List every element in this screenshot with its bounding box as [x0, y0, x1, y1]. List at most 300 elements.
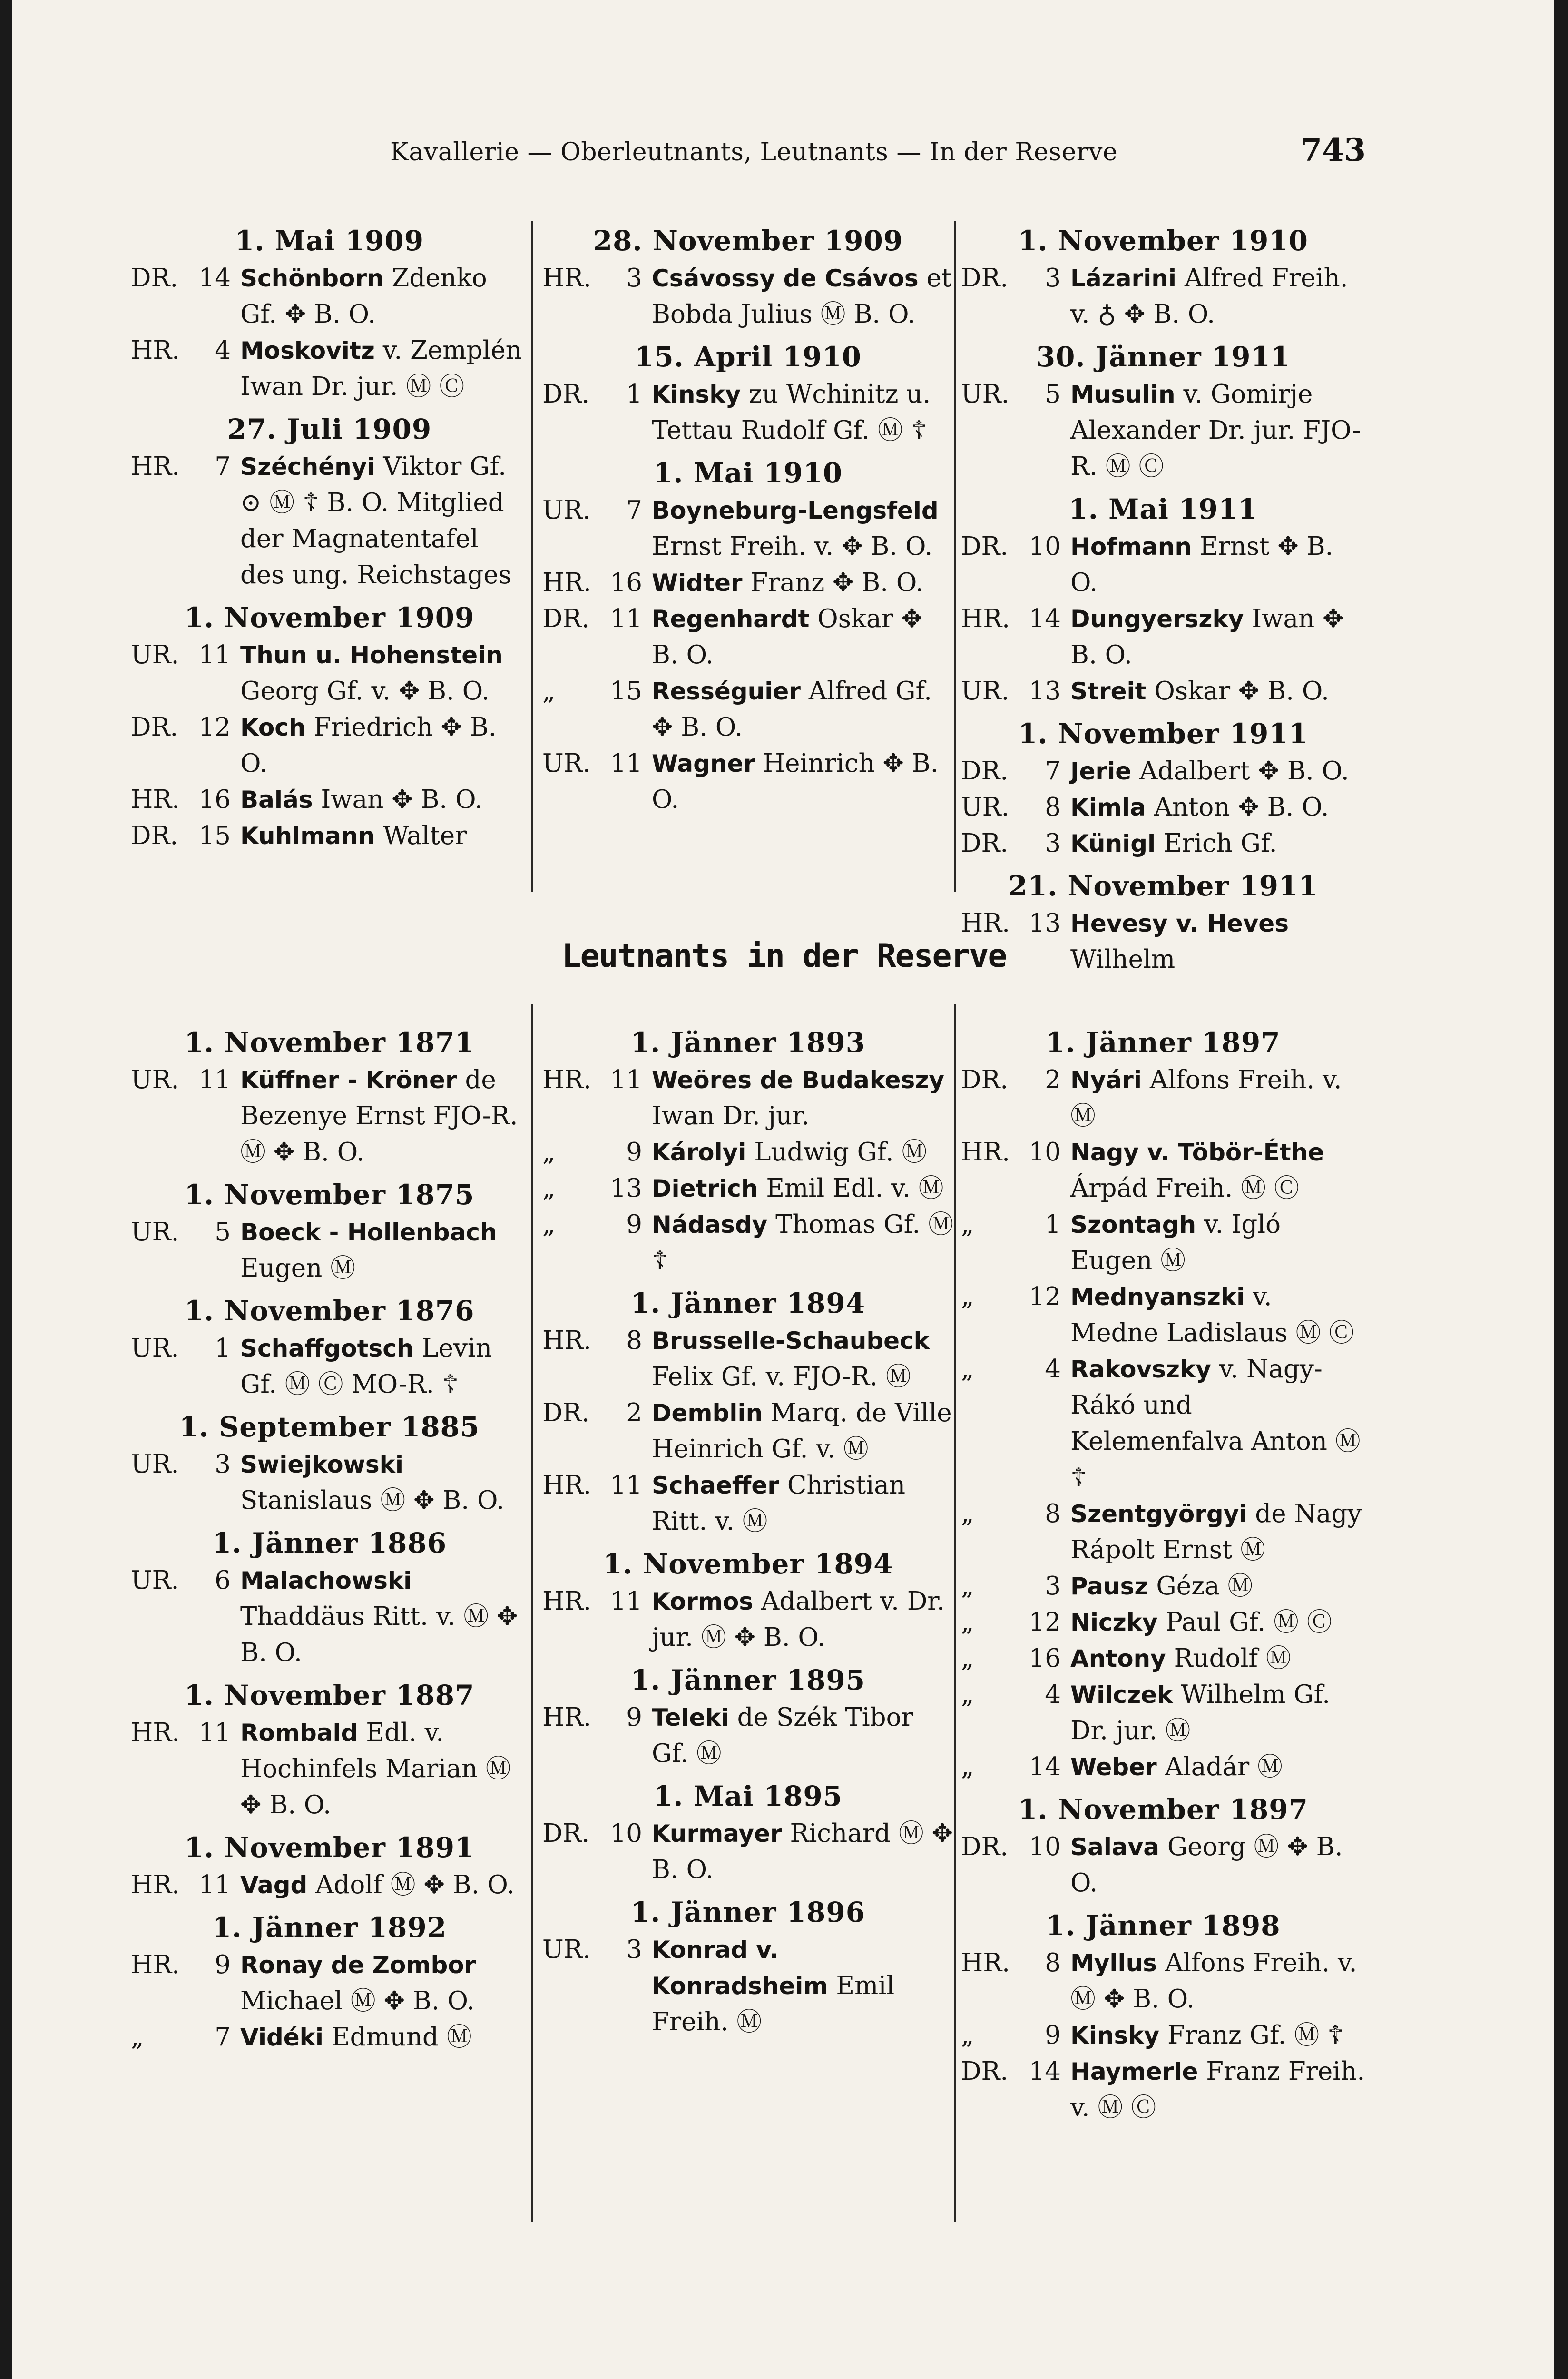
roster-entry	[961, 753, 1365, 789]
regiment-number: 3	[1045, 264, 1061, 293]
officer-details: Anton ✥ B. O.	[1146, 793, 1329, 822]
officer-surname: Hevesy v. Heves	[1070, 910, 1289, 937]
regiment-type: „	[542, 677, 556, 706]
regiment-number: 16	[1029, 1644, 1061, 1673]
regiment-number: 8	[1045, 1948, 1061, 1977]
officer-details: Alfons Freih. v. Ⓜ	[1070, 1065, 1342, 1131]
regiment-type: DR.	[961, 532, 1009, 561]
date-heading: 1. November 1871	[184, 1026, 475, 1059]
regiment-number: 10	[1029, 1832, 1061, 1861]
roster-entry	[131, 1867, 528, 1903]
regiment-type: DR.	[542, 1398, 590, 1427]
date-heading: 1. November 1875	[184, 1179, 475, 1211]
regiment-type: HR.	[131, 452, 180, 481]
officer-details: Iwan ✥ B. O.	[1070, 604, 1344, 669]
regiment-type: UR.	[961, 677, 1009, 706]
roster-entry	[961, 1207, 1365, 1279]
regiment-number: 7	[215, 452, 231, 481]
roster-entry	[961, 1945, 1365, 2017]
officer-surname: Pausz	[1070, 1573, 1148, 1600]
regiment-number: 14	[1029, 1752, 1061, 1781]
roster-entry	[961, 1568, 1365, 1604]
roster-entry	[542, 1134, 954, 1170]
roster-entry	[542, 1170, 954, 1207]
date-heading: 1. Jänner 1893	[630, 1026, 866, 1059]
officer-details: zu Wchinitz u. Tettau Rudolf Gf. Ⓜ ☦	[652, 380, 931, 445]
page-number: 743	[1300, 131, 1366, 168]
bottom-column-b	[542, 1023, 954, 2040]
officer-details: Oskar ✥ B. O.	[652, 604, 923, 669]
regiment-number: 2	[1045, 1065, 1061, 1094]
regiment-type: DR.	[131, 821, 178, 850]
officer-details: v. Zemplén Iwan Dr. jur. Ⓜ Ⓒ	[240, 336, 522, 401]
regiment-type: UR.	[131, 1218, 179, 1247]
officer-details: Walter	[375, 821, 467, 850]
officer-surname: Moskovitz	[240, 337, 375, 364]
officer-surname: Niczky	[1070, 1609, 1158, 1636]
officer-surname: Szentgyörgyi	[1070, 1500, 1247, 1528]
officer-details: Eugen Ⓜ	[240, 1254, 356, 1283]
officer-details: v. Medne Ladislaus Ⓜ Ⓒ	[1070, 1282, 1354, 1347]
date-heading: 1. November 1897	[1018, 1793, 1309, 1826]
officer-details: Friedrich ✥ B. O.	[240, 713, 497, 778]
officer-details: de Szék Tibor Gf. Ⓜ	[652, 1703, 913, 1768]
officer-surname: Konrad v. Konradsheim	[652, 1936, 828, 2000]
roster-entry	[961, 260, 1365, 333]
regiment-number: 10	[610, 1819, 642, 1848]
regiment-number: 3	[1045, 829, 1061, 858]
roster-entry	[542, 1467, 954, 1540]
officer-surname: Nagy v. Töbör-Éthe	[1070, 1139, 1324, 1166]
top-column-a	[131, 221, 528, 854]
regiment-number: 15	[198, 821, 231, 850]
date-heading: 30. Jänner 1911	[1036, 341, 1291, 373]
officer-surname: Szontagh	[1070, 1211, 1196, 1239]
regiment-type: DR.	[961, 829, 1009, 858]
regiment-type: HR.	[542, 264, 591, 293]
officer-details: Géza Ⓜ	[1148, 1572, 1253, 1601]
regiment-type: HR.	[961, 909, 1010, 938]
officer-details: Alfred Gf. ✥ B. O.	[652, 677, 932, 742]
roster-entry	[542, 1062, 954, 1134]
officer-details: Rudolf Ⓜ	[1166, 1644, 1291, 1673]
regiment-number: 5	[215, 1218, 231, 1247]
officer-details: Marq. de Ville Heinrich Gf. v. Ⓜ	[652, 1398, 952, 1464]
regiment-type: UR.	[131, 640, 179, 669]
officer-surname: Kinsky	[1070, 2022, 1160, 2049]
regiment-number: 16	[610, 568, 642, 597]
officer-surname: Koch	[240, 714, 306, 741]
officer-surname: Widter	[652, 569, 743, 597]
officer-details: Levin Gf. Ⓜ Ⓒ MO-R. ☦	[240, 1334, 492, 1399]
regiment-type: HR.	[542, 568, 591, 597]
regiment-number: 9	[215, 1950, 231, 1979]
regiment-type: DR.	[961, 1065, 1009, 1094]
regiment-number: 11	[610, 604, 642, 633]
officer-surname: Teleki	[652, 1704, 729, 1731]
regiment-number: 11	[610, 1471, 642, 1500]
regiment-number: 8	[626, 1326, 642, 1355]
regiment-number: 7	[1045, 757, 1061, 786]
officer-details: Ernst Freih. v. ✥ B. O.	[652, 532, 933, 561]
officer-details: Aladár Ⓜ	[1156, 1752, 1283, 1781]
officer-surname: Schönborn	[240, 265, 384, 292]
date-heading: 1. November 1887	[184, 1679, 475, 1711]
regiment-type: HR.	[542, 1471, 591, 1500]
regiment-number: 2	[626, 1398, 642, 1427]
top-column-c	[961, 221, 1365, 978]
regiment-number: 11	[198, 1718, 231, 1747]
date-heading: 1. November 1911	[1018, 718, 1309, 750]
officer-details: Georg Ⓜ ✥ B. O.	[1070, 1832, 1343, 1897]
bottom-column-c	[961, 1023, 1365, 2126]
officer-details: Alfred Freih. v. ♁ ✥ B. O.	[1070, 264, 1348, 329]
roster-entry	[961, 529, 1365, 601]
roster-entry	[961, 1279, 1365, 1351]
column-rule	[954, 1004, 956, 2222]
regiment-type: „	[961, 1644, 974, 1673]
regiment-type: „	[961, 2021, 974, 2050]
officer-surname: Mednyanszki	[1070, 1283, 1245, 1311]
regiment-number: 3	[626, 264, 642, 293]
regiment-type: HR.	[131, 1870, 180, 1899]
officer-surname: Küffner - Kröner	[240, 1066, 457, 1094]
officer-surname: Vidéki	[240, 2024, 324, 2051]
officer-surname: Kormos	[652, 1588, 754, 1615]
officer-details: Richard Ⓜ ✥ B. O.	[652, 1819, 953, 1884]
regiment-number: 9	[626, 1210, 642, 1239]
regiment-number: 9	[626, 1138, 642, 1167]
roster-entry	[131, 2019, 528, 2055]
officer-details: Heinrich ✥ B. O.	[652, 749, 939, 814]
regiment-type: DR.	[542, 380, 590, 409]
roster-entry	[131, 1330, 528, 1403]
regiment-type: HR.	[131, 785, 180, 814]
date-heading: 1. Mai 1911	[1068, 493, 1258, 525]
regiment-number: 14	[1029, 604, 1061, 633]
officer-details: Iwan Dr. jur.	[652, 1101, 810, 1131]
officer-surname: Dungyerszky	[1070, 605, 1244, 633]
regiment-number: 16	[198, 785, 231, 814]
officer-details: Franz Freih. v. Ⓜ Ⓒ	[1070, 2057, 1365, 2122]
officer-surname: Kinsky	[652, 381, 741, 408]
officer-surname: Vagd	[240, 1871, 308, 1899]
date-heading: 28. November 1909	[593, 225, 903, 257]
roster-entry	[131, 1446, 528, 1519]
roster-entry	[542, 376, 954, 449]
officer-surname: Haymerle	[1070, 2058, 1198, 2085]
officer-surname: Malachowski	[240, 1567, 412, 1594]
regiment-type: „	[961, 1680, 974, 1709]
officer-surname: Csávossy de Csávos	[652, 265, 919, 292]
regiment-type: HR.	[131, 1718, 180, 1747]
officer-details: v. Nagy-Rákó und Kelemenfalva Anton Ⓜ ☦	[1070, 1355, 1361, 1492]
date-heading: 1. November 1909	[184, 601, 475, 634]
officer-surname: Széchényi	[240, 453, 375, 481]
regiment-type: HR.	[131, 336, 180, 365]
roster-entry	[131, 782, 528, 818]
roster-entry	[961, 1829, 1365, 1901]
officer-details: Adalbert v. Dr. jur. Ⓜ ✥ B. O.	[652, 1587, 945, 1652]
roster-entry	[542, 492, 954, 565]
officer-surname: Dietrich	[652, 1175, 758, 1202]
officer-surname: Regenhardt	[652, 605, 810, 633]
officer-details: Oskar ✥ B. O.	[1146, 677, 1330, 706]
roster-entry	[542, 1932, 954, 2040]
section-title: Leutnants in der Reserve	[561, 937, 1007, 975]
officer-details: Iwan ✥ B. O.	[313, 785, 483, 814]
roster-entry	[542, 673, 954, 746]
roster-entry	[961, 673, 1365, 709]
officer-details: Thaddäus Ritt. v. Ⓜ ✥ B. O.	[240, 1602, 518, 1667]
regiment-type: „	[542, 1210, 556, 1239]
regiment-type: HR.	[961, 604, 1010, 633]
regiment-number: 4	[1045, 1680, 1061, 1709]
regiment-number: 1	[1045, 1210, 1061, 1239]
officer-details: Franz Gf. Ⓜ ☦	[1159, 2021, 1344, 2050]
date-heading: 1. Jänner 1886	[212, 1527, 447, 1559]
regiment-type: DR.	[542, 1819, 590, 1848]
roster-entry	[131, 709, 528, 782]
regiment-type: UR.	[961, 793, 1009, 822]
regiment-type: HR.	[961, 1138, 1010, 1167]
officer-surname: Ronay de Zombor	[240, 1951, 476, 1979]
regiment-number: 11	[610, 1587, 642, 1616]
officer-surname: Boeck - Hollenbach	[240, 1219, 497, 1246]
roster-entry	[961, 601, 1365, 673]
officer-surname: Hofmann	[1070, 533, 1192, 560]
date-heading: 21. November 1911	[1008, 870, 1318, 902]
regiment-number: 15	[610, 677, 642, 706]
date-heading: 1. November 1894	[603, 1548, 893, 1580]
officer-details: Thomas Gf. Ⓜ ☦	[652, 1210, 954, 1275]
officer-details: Georg Gf. v. ✥ B. O.	[240, 677, 490, 706]
roster-entry	[131, 1715, 528, 1823]
regiment-type: HR.	[961, 1948, 1010, 1977]
officer-details: Franz ✥ B. O.	[742, 568, 924, 597]
regiment-number: 13	[1029, 677, 1061, 706]
regiment-number: 11	[198, 1870, 231, 1899]
regiment-type: UR.	[542, 749, 591, 778]
top-column-b	[542, 221, 954, 818]
officer-surname: Rakovszky	[1070, 1356, 1211, 1383]
regiment-number: 12	[198, 713, 231, 742]
officer-surname: Jerie	[1070, 757, 1132, 785]
regiment-number: 3	[626, 1935, 642, 1964]
roster-entry	[961, 2054, 1365, 2126]
date-heading: 1. September 1885	[179, 1411, 480, 1443]
regiment-number: 14	[1029, 2057, 1061, 2086]
regiment-type: HR.	[542, 1326, 591, 1355]
regiment-type: UR.	[131, 1065, 179, 1094]
officer-surname: Swiejkowski	[240, 1451, 403, 1478]
roster-entry	[961, 826, 1365, 862]
regiment-number: 1	[215, 1334, 231, 1363]
officer-surname: Wagner	[652, 750, 755, 777]
regiment-type: UR.	[131, 1566, 179, 1595]
bottom-column-a	[131, 1023, 528, 2055]
date-heading: 1. Jänner 1897	[1046, 1026, 1281, 1059]
date-heading: 1. Jänner 1895	[630, 1664, 866, 1696]
officer-details: v. Igló Eugen Ⓜ	[1070, 1210, 1281, 1275]
date-heading: 1. Mai 1895	[653, 1780, 843, 1812]
officer-details: Emil Freih. Ⓜ	[652, 1971, 895, 2036]
date-heading: 1. Jänner 1892	[212, 1911, 447, 1944]
regiment-number: 4	[215, 336, 231, 365]
date-heading: 1. Jänner 1894	[630, 1287, 866, 1319]
regiment-number: 10	[1029, 532, 1061, 561]
officer-surname: Kurmayer	[652, 1820, 782, 1848]
regiment-number: 11	[610, 1065, 642, 1094]
officer-details: Wilhelm Gf. Dr. jur. Ⓜ	[1070, 1680, 1331, 1745]
officer-surname: Wilczek	[1070, 1681, 1173, 1709]
officer-details: Christian Ritt. v. Ⓜ	[652, 1471, 905, 1536]
officer-surname: Rességuier	[652, 678, 801, 705]
regiment-type: DR.	[961, 264, 1009, 293]
regiment-number: 5	[1045, 380, 1061, 409]
regiment-type: UR.	[961, 380, 1009, 409]
officer-surname: Schaffgotsch	[240, 1335, 414, 1362]
regiment-number: 9	[1045, 2021, 1061, 2050]
running-head: Kavallerie — Oberleutnants, Leutnants — In der Reserve	[390, 138, 1118, 167]
officer-surname: Künigl	[1070, 830, 1156, 857]
officer-details: et Bobda Julius Ⓜ B. O.	[652, 264, 952, 329]
regiment-number: 7	[215, 2023, 231, 2052]
column-rule	[531, 221, 533, 892]
regiment-number: 11	[610, 749, 642, 778]
roster-entry	[542, 1207, 954, 1279]
regiment-number: 8	[1045, 1499, 1061, 1528]
date-heading: 27. Juli 1909	[227, 413, 432, 445]
date-heading: 1. Jänner 1896	[630, 1896, 866, 1928]
officer-surname: Weber	[1070, 1753, 1157, 1781]
regiment-type: HR.	[542, 1065, 591, 1094]
roster-entry	[961, 376, 1365, 485]
regiment-number: 4	[1045, 1355, 1061, 1384]
regiment-type: HR.	[131, 1950, 180, 1979]
roster-entry	[961, 1677, 1365, 1749]
roster-entry	[961, 2017, 1365, 2054]
regiment-type: DR.	[961, 757, 1009, 786]
officer-details: Ernst ✥ B. O.	[1070, 532, 1333, 597]
regiment-number: 6	[215, 1566, 231, 1595]
regiment-type: UR.	[131, 1450, 179, 1479]
roster-entry	[131, 1563, 528, 1671]
roster-entry	[131, 1947, 528, 2019]
roster-entry	[961, 1641, 1365, 1677]
officer-surname: Lázarini	[1070, 265, 1176, 292]
roster-entry	[542, 1323, 954, 1395]
officer-details: Felix Gf. v. FJO-R. Ⓜ	[652, 1362, 911, 1391]
officer-details: Stanislaus Ⓜ ✥ B. O.	[240, 1486, 505, 1515]
regiment-number: 3	[215, 1450, 231, 1479]
regiment-type: „	[961, 1355, 974, 1384]
roster-entry	[131, 333, 528, 405]
roster-entry	[542, 1395, 954, 1467]
roster-entry	[961, 789, 1365, 826]
regiment-number: 13	[1029, 909, 1061, 938]
regiment-number: 8	[1045, 793, 1061, 822]
regiment-type: „	[961, 1282, 974, 1311]
officer-surname: Balás	[240, 786, 313, 814]
regiment-type: „	[542, 1138, 556, 1167]
roster-entry	[542, 565, 954, 601]
column-rule	[954, 221, 956, 892]
date-heading: 1. Jänner 1898	[1046, 1909, 1281, 1942]
regiment-type: UR.	[542, 1935, 591, 1964]
officer-details: Emil Edl. v. Ⓜ	[758, 1174, 944, 1203]
officer-surname: Rombald	[240, 1719, 358, 1747]
date-heading: 1. November 1910	[1018, 225, 1309, 257]
officer-surname: Boyneburg-Lengsfeld	[652, 497, 939, 524]
regiment-type: DR.	[542, 604, 590, 633]
regiment-number: 10	[1029, 1138, 1061, 1167]
officer-details: Árpád Freih. Ⓜ Ⓒ	[1070, 1174, 1300, 1203]
officer-surname: Nádasdy	[652, 1211, 768, 1239]
officer-details: Paul Gf. Ⓜ Ⓒ	[1157, 1608, 1332, 1637]
officer-details: Adolf Ⓜ ✥ B. O.	[307, 1870, 515, 1899]
officer-details: Ludwig Gf. Ⓜ	[746, 1138, 927, 1167]
roster-entry	[961, 1604, 1365, 1641]
regiment-number: 14	[198, 264, 231, 293]
regiment-type: HR.	[542, 1703, 591, 1732]
officer-details: de Bezenye Ernst FJO-R. Ⓜ ✥ B. O.	[240, 1065, 518, 1167]
date-heading: 1. November 1891	[184, 1831, 475, 1864]
regiment-type: HR.	[542, 1587, 591, 1616]
officer-surname: Demblin	[652, 1399, 763, 1427]
date-heading: 1. Mai 1909	[235, 225, 424, 257]
roster-entry	[961, 1351, 1365, 1496]
roster-entry	[542, 601, 954, 673]
date-heading: 15. April 1910	[635, 341, 862, 373]
roster-entry	[131, 449, 528, 593]
officer-details: de Nagy Rápolt Ernst Ⓜ	[1070, 1499, 1362, 1564]
officer-surname: Brusselle-Schaubeck	[652, 1327, 930, 1355]
regiment-number: 9	[626, 1703, 642, 1732]
regiment-number: 12	[1029, 1282, 1061, 1311]
roster-entry	[131, 1062, 528, 1170]
date-heading: 1. November 1876	[184, 1295, 475, 1327]
regiment-type: UR.	[131, 1334, 179, 1363]
roster-entry	[131, 1214, 528, 1287]
regiment-type: DR.	[961, 1832, 1009, 1861]
regiment-number: 1	[626, 380, 642, 409]
roster-entry	[131, 818, 528, 854]
roster-entry	[131, 637, 528, 709]
officer-details: Alfons Freih. v. Ⓜ ✥ B. O.	[1070, 1948, 1357, 2014]
regiment-type: „	[131, 2023, 144, 2052]
officer-details: Wilhelm	[1070, 945, 1176, 974]
regiment-type: „	[961, 1210, 974, 1239]
regiment-type: DR.	[131, 713, 178, 742]
officer-surname: Weöres de Budakeszy	[652, 1066, 944, 1094]
officer-surname: Károlyi	[652, 1139, 746, 1166]
officer-details: Adalbert ✥ B. O.	[1131, 757, 1349, 786]
roster-entry	[961, 1749, 1365, 1785]
officer-surname: Salava	[1070, 1833, 1159, 1861]
regiment-number: 12	[1029, 1608, 1061, 1637]
regiment-number: 11	[198, 640, 231, 669]
officer-surname: Nyári	[1070, 1066, 1142, 1094]
date-heading: 1. Mai 1910	[653, 457, 843, 489]
officer-surname: Kuhlmann	[240, 822, 375, 850]
officer-details: Erich Gf.	[1156, 829, 1277, 858]
officer-surname: Musulin	[1070, 381, 1176, 408]
regiment-number: 3	[1045, 1572, 1061, 1601]
officer-surname: Myllus	[1070, 1949, 1157, 1977]
regiment-type: „	[542, 1174, 556, 1203]
roster-entry	[131, 260, 528, 333]
